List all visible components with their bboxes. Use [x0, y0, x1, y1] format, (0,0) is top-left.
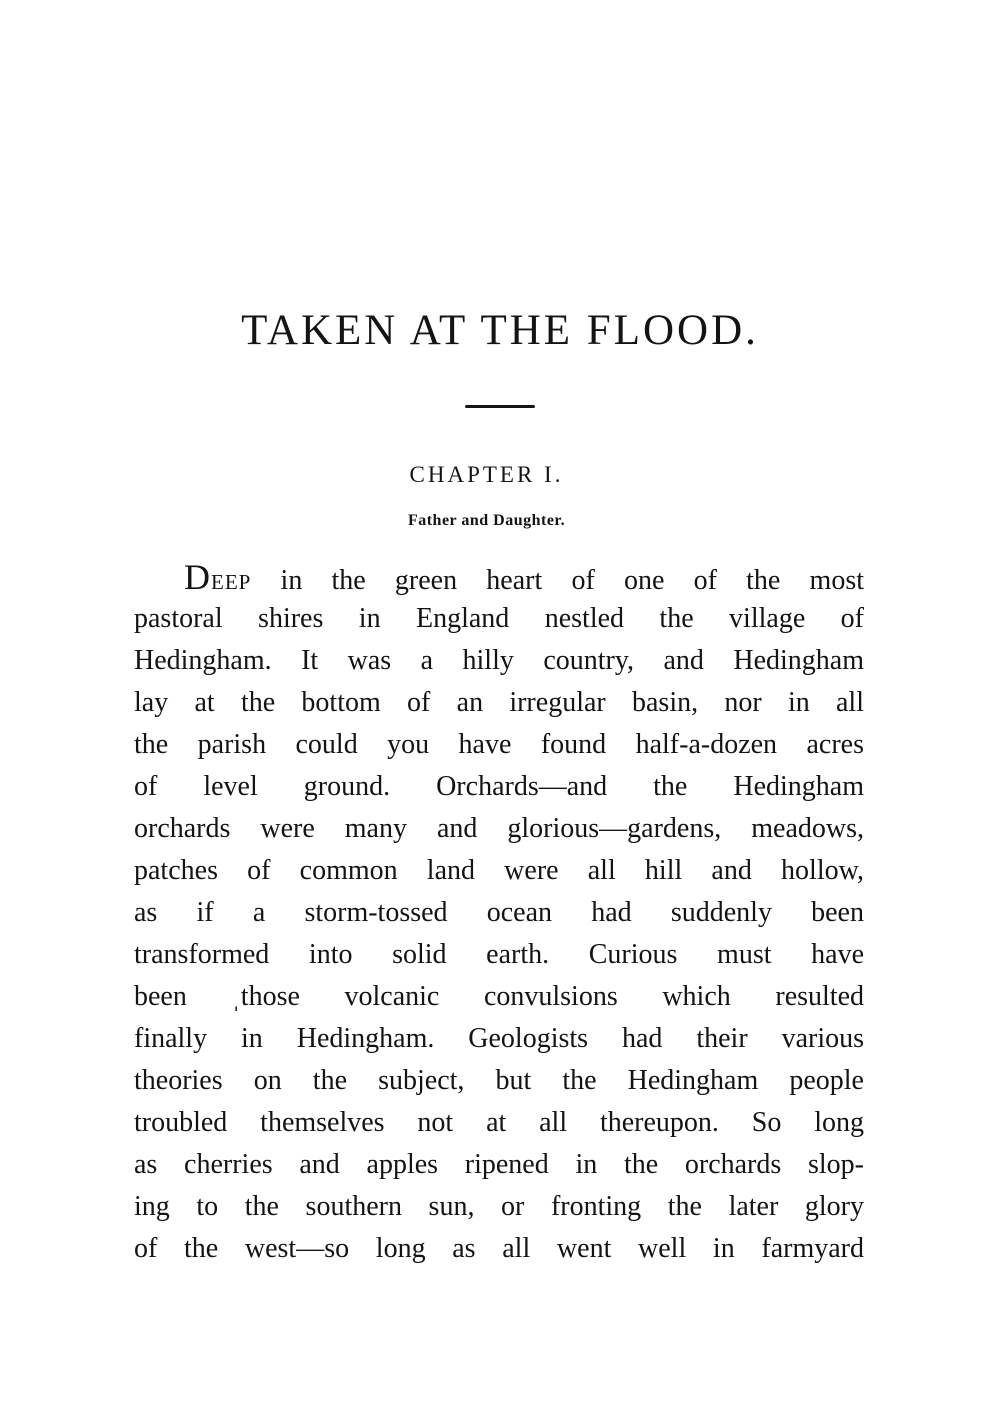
text-line: transformed into solid earth. Curious must have — [134, 939, 864, 970]
text-line: pastoral shires in England nestled the village of — [134, 603, 864, 634]
text-line: of the west—so long as all went well in farmyard — [134, 1233, 864, 1264]
body-paragraph — [134, 556, 864, 1270]
text-line: as cherries and apples ripened in the orchards slop- — [134, 1149, 864, 1180]
book-title: TAKEN AT THE FLOOD. — [241, 307, 759, 354]
text-line: lay at the bottom of an irregular basin, nor in all — [134, 687, 864, 718]
lead-small-caps: EEP — [211, 570, 252, 594]
text-line: Hedingham. It was a hilly country, and Hedingham — [134, 645, 864, 676]
text-line: been ˌthose volcanic convulsions which resulted — [134, 981, 864, 1012]
text-line: the parish could you have found half-a-dozen acres — [134, 729, 864, 760]
text-line: of level ground. Orchards—and the Hedingham — [134, 771, 864, 802]
text-line — [134, 556, 864, 598]
text-line: finally in Hedingham. Geologists had their various — [134, 1023, 864, 1054]
text-line: as if a storm-tossed ocean had suddenly been — [134, 897, 864, 928]
text-line: troubled themselves not at all thereupon. So long — [134, 1107, 864, 1138]
text-line: patches of common land were all hill and hollow, — [134, 855, 864, 886]
text-line: ing to the southern sun, or fronting the later glory — [134, 1191, 864, 1222]
chapter-heading: CHAPTER I. — [409, 462, 564, 487]
chapter-subtitle: Father and Daughter. — [407, 512, 566, 529]
title-divider-rule — [465, 405, 535, 408]
text-line: theories on the subject, but the Hedingham people — [134, 1065, 864, 1096]
drop-cap: D — [184, 557, 211, 597]
text-line: orchards were many and glorious—gardens, meadows, — [134, 813, 864, 844]
text-line-content: in the green heart of one of the most — [251, 565, 864, 596]
